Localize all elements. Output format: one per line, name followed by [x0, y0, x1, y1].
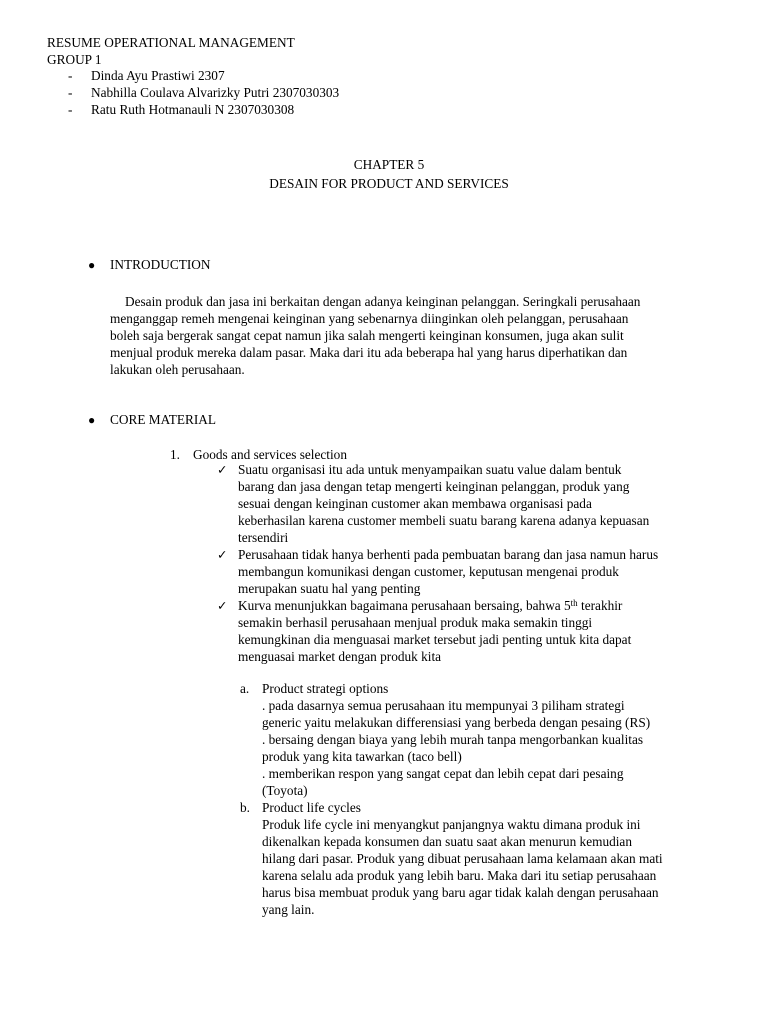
resume-title: RESUME OPERATIONAL MANAGEMENT — [47, 35, 295, 50]
check-line: membangun komunikasi dengan customer, keputusan mengenai produk — [238, 564, 619, 579]
check-line: semakin berhasil perusahaan menjual produk maka semakin tinggi — [238, 615, 593, 630]
check-line: kemungkinan dia menguasai market tersebut jadi penting untuk kita dapat — [238, 632, 632, 647]
checkmark-icon: ✓ — [217, 547, 228, 562]
check-line: Perusahaan tidak hanya berhenti pada pembuatan barang dan jasa namun harus — [238, 547, 659, 562]
member-dash: - — [68, 85, 73, 100]
intro-line: lakukan oleh perusahaan. — [110, 362, 245, 377]
checkmark-icon: ✓ — [217, 462, 228, 477]
check-line-text: Kurva menunjukkan bagaimana perusahaan bersaing, bahwa 5 — [238, 598, 571, 613]
superscript-th: th — [570, 598, 578, 608]
sub-item-line: (Toyota) — [262, 783, 308, 798]
check-line — [238, 598, 622, 614]
intro-line: boleh saja bergerak sangat cepat namun jika salah mengerti keinginan konsumen, juga akan sulit — [110, 328, 624, 343]
group-label: GROUP 1 — [47, 52, 102, 67]
sub-item-letter: a. — [240, 681, 250, 696]
member-dash: - — [68, 102, 73, 117]
check-line-text: terakhir — [577, 598, 623, 613]
intro-line: menganggap remeh mengenai keinginan yang sebenarnya diinginkan oleh pelanggan, perusahaan — [110, 311, 629, 326]
sub-item-line: generic yaitu melakukan differensiasi yang berbeda dengan pesaing (RS) — [262, 715, 651, 730]
intro-line: menjual produk mereka dalam pasar. Maka dari itu ada beberapa hal yang harus diperhatikan dan — [110, 345, 628, 360]
member-name: Nabhilla Coulava Alvarizky Putri 2307030303 — [91, 85, 340, 100]
sub-item-line: . bersaing dengan biaya yang lebih murah tanpa mengorbankan kualitas — [262, 732, 644, 747]
sub-item-line: hilang dari pasar. Produk yang dibuat perusahaan lama kelamaan akan mati — [262, 851, 663, 866]
check-line: keberhasilan karena customer membeli suatu barang karena adanya kepuasan — [238, 513, 650, 528]
check-line: barang dan jasa dengan tetap mengerti keinginan pelanggan, produk yang — [238, 479, 630, 494]
check-line: sesuai dengan keinginan customer akan membawa organisasi pada — [238, 496, 592, 511]
sub-item-letter: b. — [240, 800, 250, 815]
sub-item-line: karena selalu ada produk yang lebih baru. Maka dari itu setiap perusahaan — [262, 868, 657, 883]
checkmark-icon: ✓ — [217, 598, 228, 613]
sub-item-line: . pada dasarnya semua perusahaan itu mempunyai 3 piliham strategi — [262, 698, 625, 713]
sub-item-line: harus bisa membuat produk yang baru agar tidak kalah dengan perusahaan — [262, 885, 659, 900]
sub-item-line: dikenalkan kepada konsumen dan suatu saat akan menurun kemudian — [262, 834, 632, 849]
sub-item-label: Product life cycles — [262, 800, 361, 815]
check-line: menguasai market dengan produk kita — [238, 649, 442, 664]
core-material-heading: CORE MATERIAL — [110, 412, 217, 427]
check-line: merupakan suatu hal yang penting — [238, 581, 421, 596]
member-name: Ratu Ruth Hotmanauli N 2307030308 — [91, 102, 295, 117]
sub-item-line: . memberikan respon yang sangat cepat dan lebih cepat dari pesaing — [262, 766, 624, 781]
sub-item-label: Product strategi options — [262, 681, 389, 696]
chapter-title: DESAIN FOR PRODUCT AND SERVICES — [269, 176, 509, 191]
chapter-number: CHAPTER 5 — [353, 157, 425, 172]
introduction-heading: INTRODUCTION — [110, 257, 211, 272]
member-dash: - — [68, 68, 73, 83]
check-line: Suatu organisasi itu ada untuk menyampaikan suatu value dalam bentuk — [238, 462, 622, 477]
member-name: Dinda Ayu Prastiwi 2307 — [91, 68, 225, 83]
sub-item-line: produk yang kita tawarkan (taco bell) — [262, 749, 462, 764]
item-label: Goods and services selection — [193, 447, 347, 462]
check-line: tersendiri — [238, 530, 289, 545]
sub-item-line: Produk life cycle ini menyangkut panjangnya waktu dimana produk ini — [262, 817, 641, 832]
intro-line: Desain produk dan jasa ini berkaitan dengan adanya keinginan pelanggan. Seringkali perusahaan — [125, 294, 641, 309]
sub-item-line: yang lain. — [262, 902, 315, 917]
bullet-icon: ● — [88, 258, 96, 272]
bullet-icon: ● — [88, 413, 96, 427]
item-number: 1. — [170, 447, 180, 462]
